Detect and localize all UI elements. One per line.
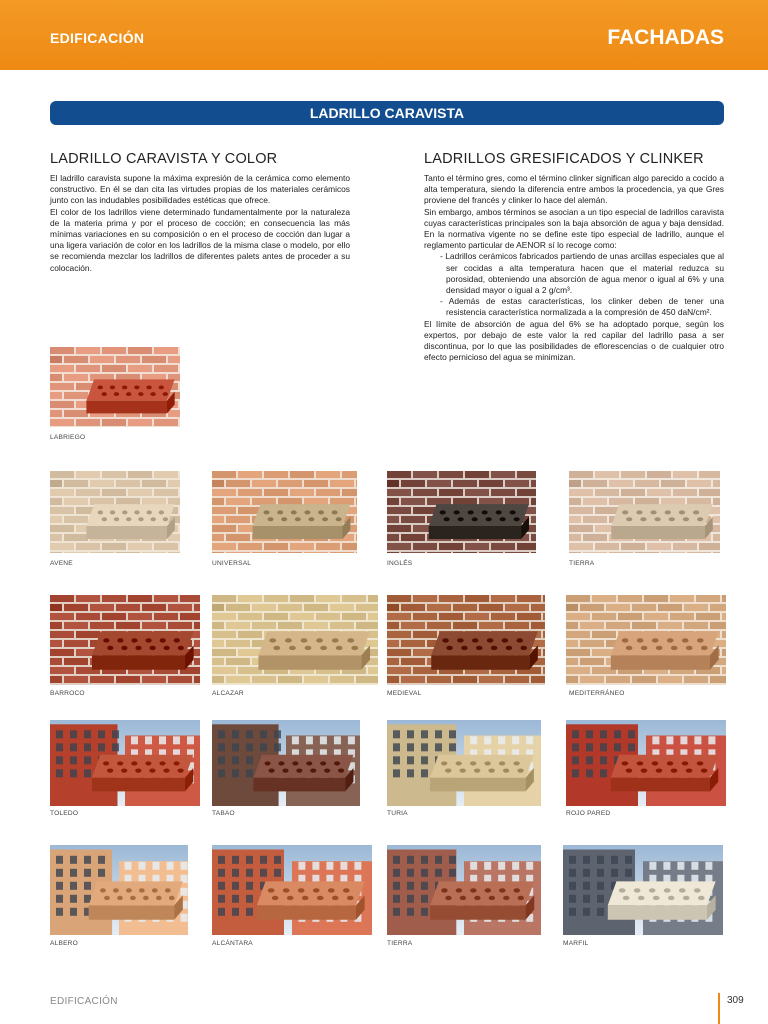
- brick-label: INGLÉS: [387, 560, 413, 567]
- right-paragraph: Sin embargo, ambos términos se asocian a un tipo especial de ladrillos caravista cuyas características principales son la baja absorción de agua y baja densidad. En la normativa vigente no se define este tipo especial de ladrillo, aunque el reglamento particular de AENOR sí lo recoge como:: [424, 206, 724, 251]
- section-title: EDIFICACIÓN: [50, 30, 145, 46]
- brick-photo-image: [212, 471, 357, 553]
- footer-section: EDIFICACIÓN: [50, 996, 118, 1007]
- right-paragraph: Tanto el término gres, como el término clinker significan algo parecido a cocido a alta temperatura, siendo la diferencia entre ambos la procedencia, ya que Gres proviene del francés y clinker lo hace del alemán.: [424, 173, 724, 206]
- brick-photo-image: [212, 595, 378, 685]
- right-bullet: - Ladrillos cerámicos fabricados partiendo de unas arcillas especiales que al ser cocidas a alta temperatura hacen que el material reduzca su porosidad, obteniendo una absorción de agua menor o igual al 6% y una densidad mayor o igual a 2 g/cm³.: [440, 251, 724, 296]
- brick-label: ALBERO: [50, 940, 78, 947]
- brick-photo: [50, 720, 200, 806]
- brick-photo: [50, 347, 180, 427]
- brick-photo: [212, 471, 357, 553]
- chapter-title: FACHADAS: [607, 26, 724, 49]
- brick-photo-image: [387, 595, 545, 685]
- brick-photo: [566, 720, 726, 806]
- right-heading: LADRILLOS GRESIFICADOS Y CLINKER: [424, 151, 704, 167]
- brick-label: BARROCO: [50, 690, 85, 697]
- left-paragraph: El color de los ladrillos viene determinado fundamentalmente por la naturaleza de la materia prima y por el proceso de cocción; en consecuencia las más mínimas variaciones en su composición o en el proceso de cocción dan lugar a una ligera variación de color en los ladrillos de la misma clase o modelo, por ello se recomienda mezclar los ladrillos de diferentes palets antes de proceder a su colocación.: [50, 206, 350, 273]
- brick-photo-image: [212, 720, 360, 806]
- brick-photo-image: [387, 471, 536, 553]
- brick-label: ALCAZAR: [212, 690, 244, 697]
- brick-photo: [563, 845, 723, 935]
- brick-photo-image: [566, 595, 726, 685]
- brick-photo: [566, 595, 726, 685]
- brick-photo-image: [569, 471, 720, 553]
- brick-photo-image: [387, 845, 541, 935]
- brick-photo-image: [50, 845, 188, 935]
- brick-label: TURIA: [387, 810, 408, 817]
- brick-label: UNIVERSAL: [212, 560, 252, 567]
- left-heading: LADRILLO CARAVISTA Y COLOR: [50, 151, 278, 167]
- brick-photo: [387, 595, 545, 685]
- brick-photo-image: [563, 845, 723, 935]
- brick-photo: [50, 471, 180, 553]
- brick-label: LABRIEGO: [50, 434, 86, 441]
- left-text: [50, 173, 350, 274]
- footer-divider: [718, 993, 720, 1024]
- brick-label: AVENE: [50, 560, 73, 567]
- page-header: [0, 0, 768, 70]
- right-closing: El límite de absorción de agua del 6% se ha adoptado porque, según los expertos, por debajo de este valor la red capilar del ladrillo pasa a ser discontinua, por lo que las posibilidades de eflorescencias o de cualquier otro efecto pernicioso del agua se minimizan.: [424, 318, 724, 363]
- brick-label: MEDITERRÁNEO: [569, 690, 625, 697]
- brick-label: TOLEDO: [50, 810, 79, 817]
- section-banner: LADRILLO CARAVISTA: [50, 101, 724, 125]
- brick-label: TIERRA: [387, 940, 413, 947]
- brick-photo-image: [50, 347, 180, 427]
- right-bullet: - Además de estas características, los clinker deben de tener una resistencia característica normalizada a la compresión de 450 daN/cm².: [440, 296, 724, 318]
- brick-photo-image: [50, 471, 180, 553]
- brick-label: TABAO: [212, 810, 235, 817]
- right-text: [424, 173, 724, 363]
- brick-photo: [569, 471, 720, 553]
- brick-photo: [50, 595, 200, 685]
- brick-photo-image: [566, 720, 726, 806]
- brick-label: TIERRA: [569, 560, 595, 567]
- brick-photo: [387, 720, 541, 806]
- brick-photo-image: [387, 720, 541, 806]
- brick-photo-image: [50, 720, 200, 806]
- brick-photo-image: [50, 595, 200, 685]
- brick-label: MARFIL: [563, 940, 589, 947]
- brick-photo: [212, 845, 372, 935]
- brick-label: ROJO PARED: [566, 810, 611, 817]
- brick-photo: [387, 845, 541, 935]
- brick-label: MEDIEVAL: [387, 690, 422, 697]
- brick-label: ALCÁNTARA: [212, 940, 253, 947]
- brick-photo: [212, 720, 360, 806]
- brick-photo: [50, 845, 188, 935]
- brick-photo: [387, 471, 536, 553]
- left-paragraph: El ladrillo caravista supone la máxima expresión de la cerámica como elemento constructivo. En él se dan cita las virtudes propias de los materiales cerámicos junto con las indudables posibilidades estéticas que ofrece.: [50, 173, 350, 206]
- brick-photo-image: [212, 845, 372, 935]
- page-number: 309: [727, 995, 744, 1006]
- brick-photo: [212, 595, 378, 685]
